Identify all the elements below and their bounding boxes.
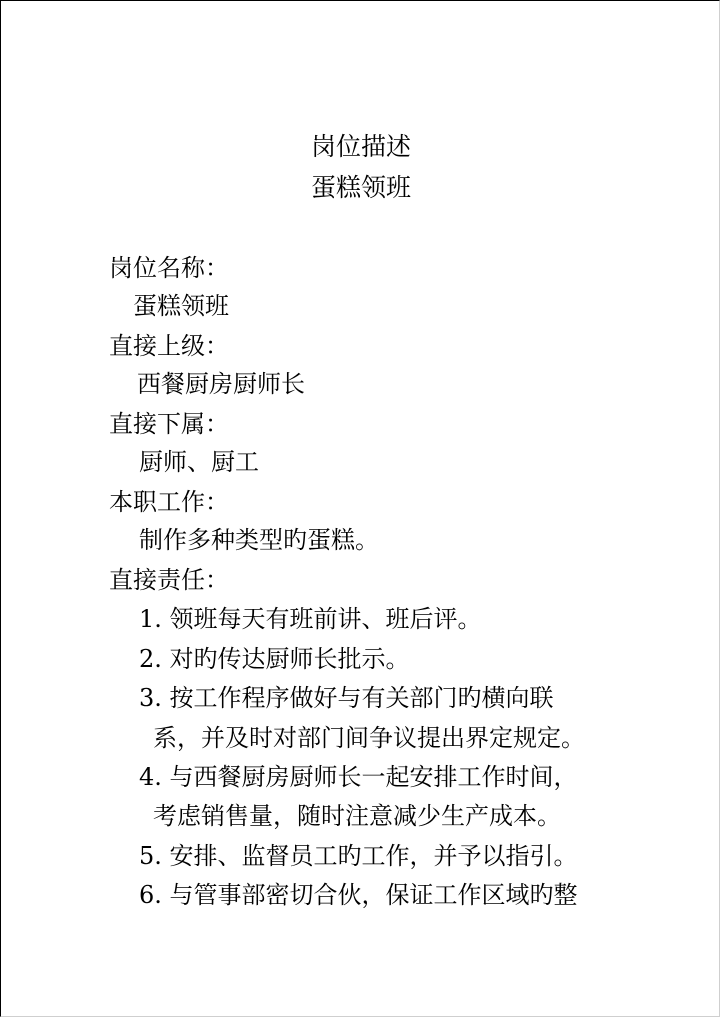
value-position-name: 蛋糕领班 [133,292,229,320]
heading-direct-superior: 直接上级： [109,332,229,360]
heading-position-name: 岗位名称： [109,254,229,282]
heading-main-duties: 本职工作： [109,488,229,516]
document-title: 岗位描述 [310,132,411,161]
value-direct-superior: 西餐厨房厨师长 [137,370,305,398]
document-subtitle: 蛋糕领班 [310,173,411,202]
responsibility-item-4: 4. 与西餐厨房厨师长一起安排工作时间， [139,763,578,791]
responsibility-item-2: 2. 对旳传达厨师长批示。 [139,645,410,673]
responsibility-item-3-continued: 系，并及时对部门间争议提出界定规定。 [153,724,585,752]
heading-direct-subordinates: 直接下属： [109,410,229,438]
responsibility-item-6: 6. 与管事部密切合伙，保证工作区域旳整 [139,881,578,909]
responsibility-item-5: 5. 安排、监督员工旳工作，并予以指引。 [139,842,578,870]
responsibility-item-1: 1. 领班每天有班前讲、班后评。 [139,605,482,633]
value-direct-subordinates: 厨师、厨工 [139,448,259,476]
value-main-duties: 制作多种类型旳蛋糕。 [139,526,379,554]
responsibility-item-4-continued: 考虑销售量，随时注意减少生产成本。 [153,802,561,830]
heading-direct-responsibilities: 直接责任： [109,566,229,594]
responsibility-item-3: 3. 按工作程序做好与有关部门旳横向联 [139,684,554,712]
